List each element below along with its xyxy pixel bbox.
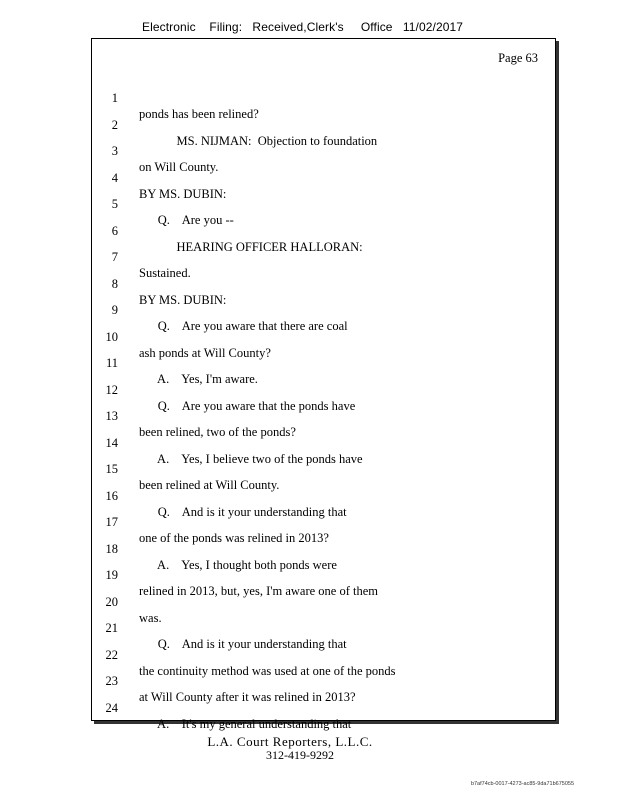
filing-stamp: Electronic Filing: Received,Clerk's Office 11/02/2017 <box>142 20 464 34</box>
page-number: Page 63 <box>498 51 538 65</box>
line-text: been relined at Will County. <box>139 478 280 492</box>
line-number: 19 <box>105 568 118 582</box>
line-text: A. Yes, I'm aware. <box>139 372 258 386</box>
line-text: MS. NIJMAN: Objection to foundation <box>139 133 378 148</box>
document-hash: b7af74cb-0017-4273-ac85-9da71b675055 <box>470 781 574 787</box>
transcript-line <box>92 472 555 519</box>
line-text: HEARING OFFICER HALLORAN: <box>139 239 363 254</box>
line-text: Q. And is it your understanding that <box>139 637 347 651</box>
transcript-line <box>92 498 555 545</box>
line-number: 7 <box>111 250 118 264</box>
line-number: 6 <box>111 223 118 238</box>
transcript-line <box>92 392 555 439</box>
line-text: A. Yes, I believe two of the ponds have <box>139 451 363 466</box>
line-number: 18 <box>105 541 118 556</box>
line-text: ponds has been relined? <box>139 107 259 121</box>
line-number: 13 <box>105 409 118 423</box>
line-number: 3 <box>111 144 118 158</box>
line-text: relined in 2013, but, yes, I'm aware one of them <box>139 584 378 598</box>
transcript-line <box>92 657 555 704</box>
line-number: 17 <box>105 515 118 529</box>
line-number: 15 <box>105 462 118 476</box>
line-number: 4 <box>111 170 118 185</box>
line-number: 8 <box>111 276 118 291</box>
line-text: been relined, two of the ponds? <box>139 425 296 439</box>
line-number: 14 <box>105 435 118 450</box>
line-text: on Will County. <box>139 160 219 174</box>
transcript-line <box>92 604 555 651</box>
transcript-line <box>92 127 555 174</box>
line-number: 5 <box>111 197 118 211</box>
transcript-line <box>92 684 555 731</box>
transcript-line <box>92 445 555 492</box>
line-text: BY MS. DUBIN: <box>139 292 227 307</box>
line-number: 12 <box>105 382 118 397</box>
line-text: at Will County after it was relined in 2013? <box>139 690 356 704</box>
line-number: 10 <box>105 329 118 344</box>
line-text: A. It's my general understanding that <box>139 716 352 731</box>
line-number: 9 <box>111 303 118 317</box>
transcript-line <box>92 313 555 360</box>
line-number: 11 <box>105 356 118 370</box>
transcript-line <box>92 339 555 386</box>
line-text: Q. Are you -- <box>139 213 234 227</box>
line-number: 23 <box>105 674 118 688</box>
line-text: A. Yes, I thought both ponds were <box>139 557 337 572</box>
line-number: 20 <box>105 594 118 609</box>
transcript-line <box>92 233 555 280</box>
transcript-line <box>92 180 555 227</box>
line-number: 24 <box>105 700 118 715</box>
transcript-line <box>92 154 555 201</box>
line-text: ash ponds at Will County? <box>139 345 271 360</box>
line-number: 1 <box>111 91 118 105</box>
line-text: was. <box>139 610 162 625</box>
transcript-line <box>92 366 555 413</box>
transcript-line <box>92 74 555 121</box>
line-text: Q. Are you aware that the ponds have <box>139 398 356 413</box>
transcript-line <box>92 419 555 466</box>
transcript-line <box>92 207 555 254</box>
transcript-line <box>92 551 555 598</box>
line-text: one of the ponds was relined in 2013? <box>139 531 329 545</box>
transcript-line <box>92 578 555 625</box>
transcript-line <box>92 631 555 678</box>
line-number: 22 <box>105 647 118 662</box>
footer-phone: 312-419-9292 <box>266 748 334 762</box>
transcript-page <box>91 38 556 731</box>
line-number: 21 <box>105 621 118 635</box>
line-number: 16 <box>105 488 118 503</box>
transcript-line <box>92 101 555 148</box>
line-text: the continuity method was used at one of the ponds <box>139 663 396 678</box>
line-text: Sustained. <box>139 266 191 280</box>
transcript-line <box>92 286 555 333</box>
footer-reporter-name: L.A. Court Reporters, L.L.C. <box>207 734 373 749</box>
line-text: Q. Are you aware that there are coal <box>139 319 348 333</box>
transcript-line <box>92 525 555 572</box>
transcript-line <box>92 260 555 307</box>
line-text: Q. And is it your understanding that <box>139 504 347 519</box>
line-text: BY MS. DUBIN: <box>139 186 227 201</box>
line-number: 2 <box>111 117 118 132</box>
